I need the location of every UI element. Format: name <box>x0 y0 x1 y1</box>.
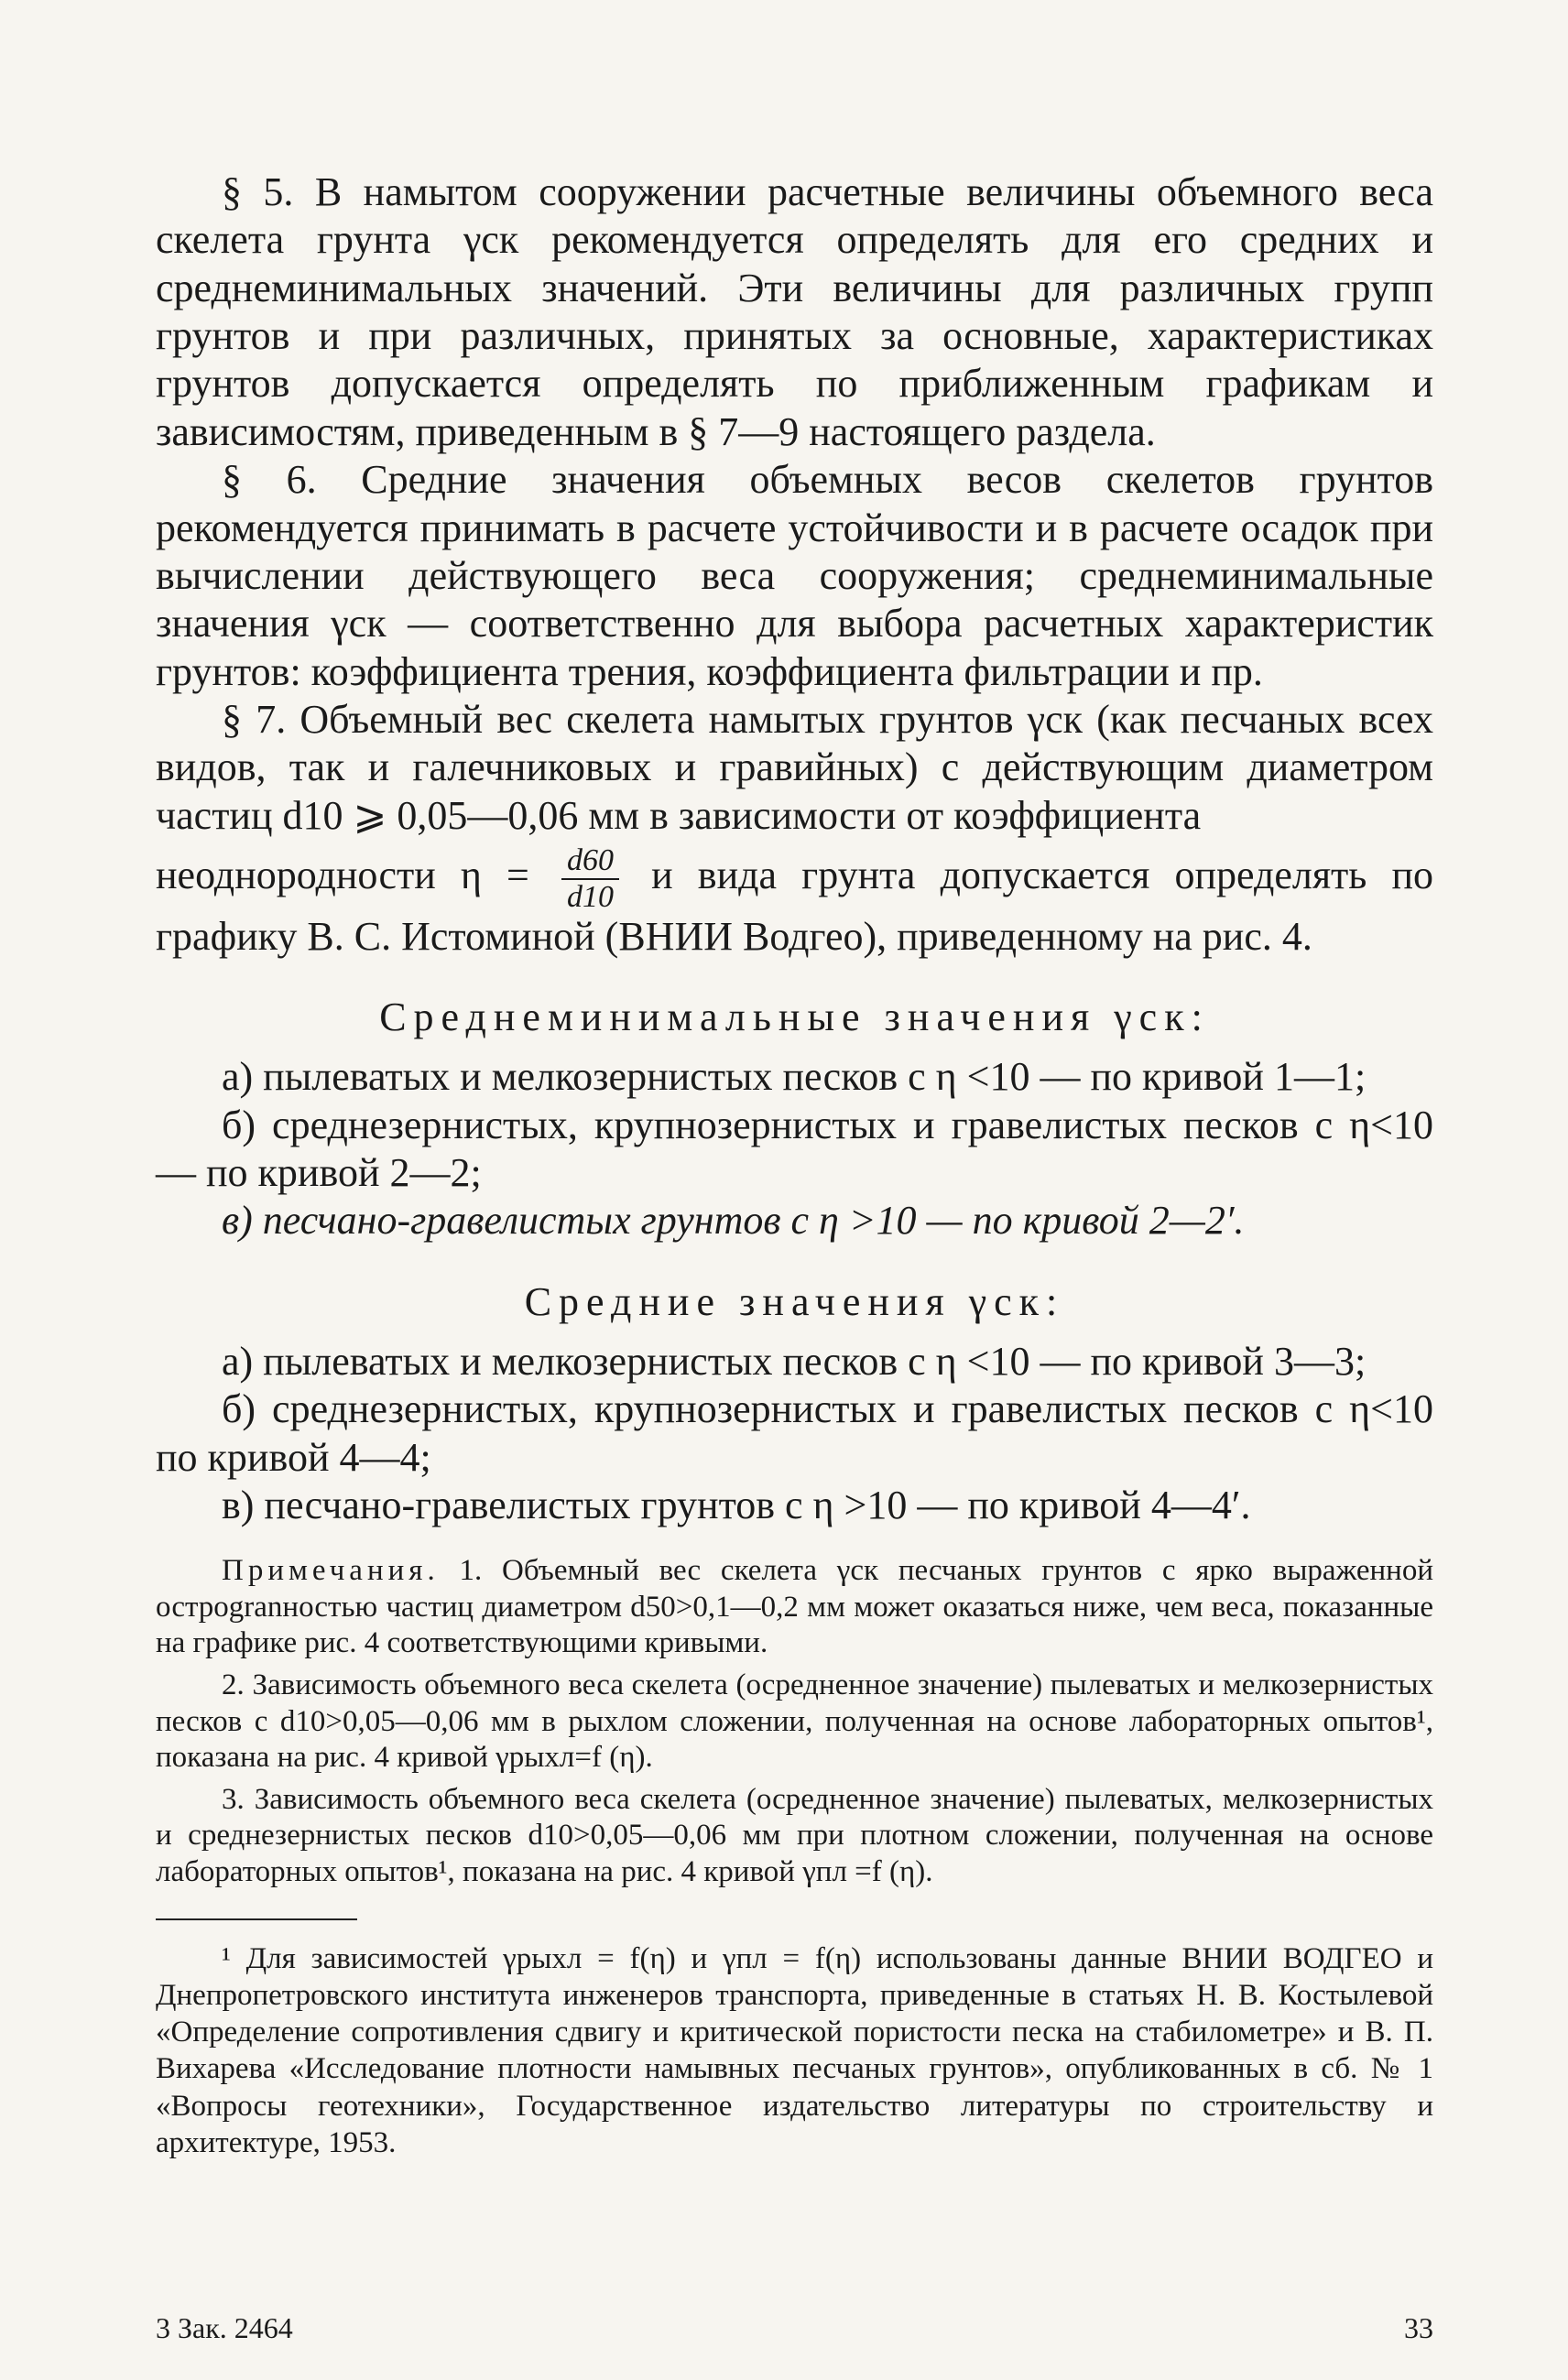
footnote-divider <box>156 1918 357 1920</box>
notes-label: Примечания. <box>222 1554 440 1588</box>
avg-item-a: а) пылеватых и мелкозернистых песков с η <10 — по кривой 3—3; <box>222 1338 1367 1384</box>
heading-min-values: Среднеминимальные значения γск: <box>379 994 1210 1040</box>
min-item-c: в) песчано-гравелистых грунтов с η >10 — по кривой 2—2′. <box>222 1198 1245 1244</box>
avg-item-b: б) среднезернистых, крупнозернистых и гравелистых песков с η<10 по кривой 4—4; <box>156 1386 1433 1480</box>
printing-order-mark: 3 Зак. 2464 <box>156 2311 293 2344</box>
notes-block <box>156 1553 1433 1890</box>
eta-fraction <box>561 845 619 913</box>
paragraph-7-formula-line <box>156 845 1433 961</box>
text-column <box>156 168 1433 2161</box>
page-footer <box>156 2311 1433 2345</box>
min-item-a: а) пылеватых и мелкозернистых песков с η <10 — по кривой 1—1; <box>222 1054 1367 1100</box>
avg-item-c: в) песчано-гравелистых грунтов с η >10 — по кривой 4—4′. <box>222 1482 1251 1527</box>
footnote-1: ¹ Для зависимостей γрыхл = f(η) и γпл = f(η) использованы данные ВНИИ ВОДГЕО и Днепропетровского института инженеров транспорта, приведенные в статьях Н. В. Костылевой «Определение сопротивления сдвигу и критической пористости песка на стабилометре» и В. П. Вихарева «Исследование плотности намывных песчаных грунтов», опубликованных в сб. № 1 «Вопросы геотехники», Государственное издательство литературы по строительству и архитектуре, 1953. <box>156 1941 1433 2159</box>
paragraph-7 <box>156 696 1433 840</box>
fraction-numerator: d60 <box>561 845 619 880</box>
note-2: 2. Зависимость объемного веса скелета (осредненное значение) пылеватых и мелкозернистых песков с d10>0,05—0,06 мм в рыхлом сложении, полученная на основе лабораторных опытов¹, показана на рис. 4 кривой γрыхл=f (η). <box>156 1668 1433 1775</box>
heading-avg-values: Средние значения γск: <box>524 1278 1065 1324</box>
paragraph-7-part2-after: и вида грунта допускается определять по графику В. С. Истоминой (ВНИИ Водгео), приведенному на рис. 4. <box>156 853 1434 960</box>
fraction-denominator: d10 <box>567 880 614 915</box>
paragraph-7-part2-before: неоднородности η = <box>156 853 529 898</box>
note-1 <box>156 1553 1433 1662</box>
paragraph-5: § 5. В намытом сооружении расчетные величины объемного веса скелета грунта γск рекомендуется определять для его средних и среднеминимальных значений. Эти величины для различных групп грунтов и при различных, принятых за основные, характеристиках грунтов допускается определять по приближенным графикам и зависимостям, приведенным в § 7—9 настоящего раздела. <box>156 169 1433 454</box>
min-item-b: б) среднезернистых, крупнозернистых и гравелистых песков с η<10 — по кривой 2—2; <box>156 1102 1433 1196</box>
note-3: 3. Зависимость объемного веса скелета (осредненное значение) пылеватых, мелкозернистых и среднезернистых песков d10>0,05—0,06 мм при плотном сложении, полученная на основе лабораторных опытов¹, показана на рис. 4 кривой γпл =f (η). <box>156 1782 1433 1889</box>
paragraph-6: § 6. Средние значения объемных весов скелетов грунтов рекомендуется принимать в расчете устойчивости и в расчете осадок при вычислении действующего веса сооружения; среднеминимальные значения γск — соответственно для выбора расчетных характеристик грунтов: коэффициента трения, коэффициента фильтрации и пр. <box>156 457 1433 694</box>
note-1-text: 1. Объемный вес скелета γск песчаных грунтов с ярко выраженной остроgranностью частиц диаметром d50>0,1—0,2 мм может оказаться ниже, чем веса, показанные на графике рис. 4 соответствующими кривыми. <box>156 1554 1434 1660</box>
page-number: 33 <box>1404 2311 1433 2344</box>
paragraph-7-part1: § 7. Объемный вес скелета намытых грунтов γск (как песчаных всех видов, так и галечниковых и гравийных) с действующим диаметром частиц d10 ⩾ 0,05—0,06 мм в зависимости от коэффициента <box>156 696 1433 838</box>
footnote-block <box>156 1940 1433 2162</box>
